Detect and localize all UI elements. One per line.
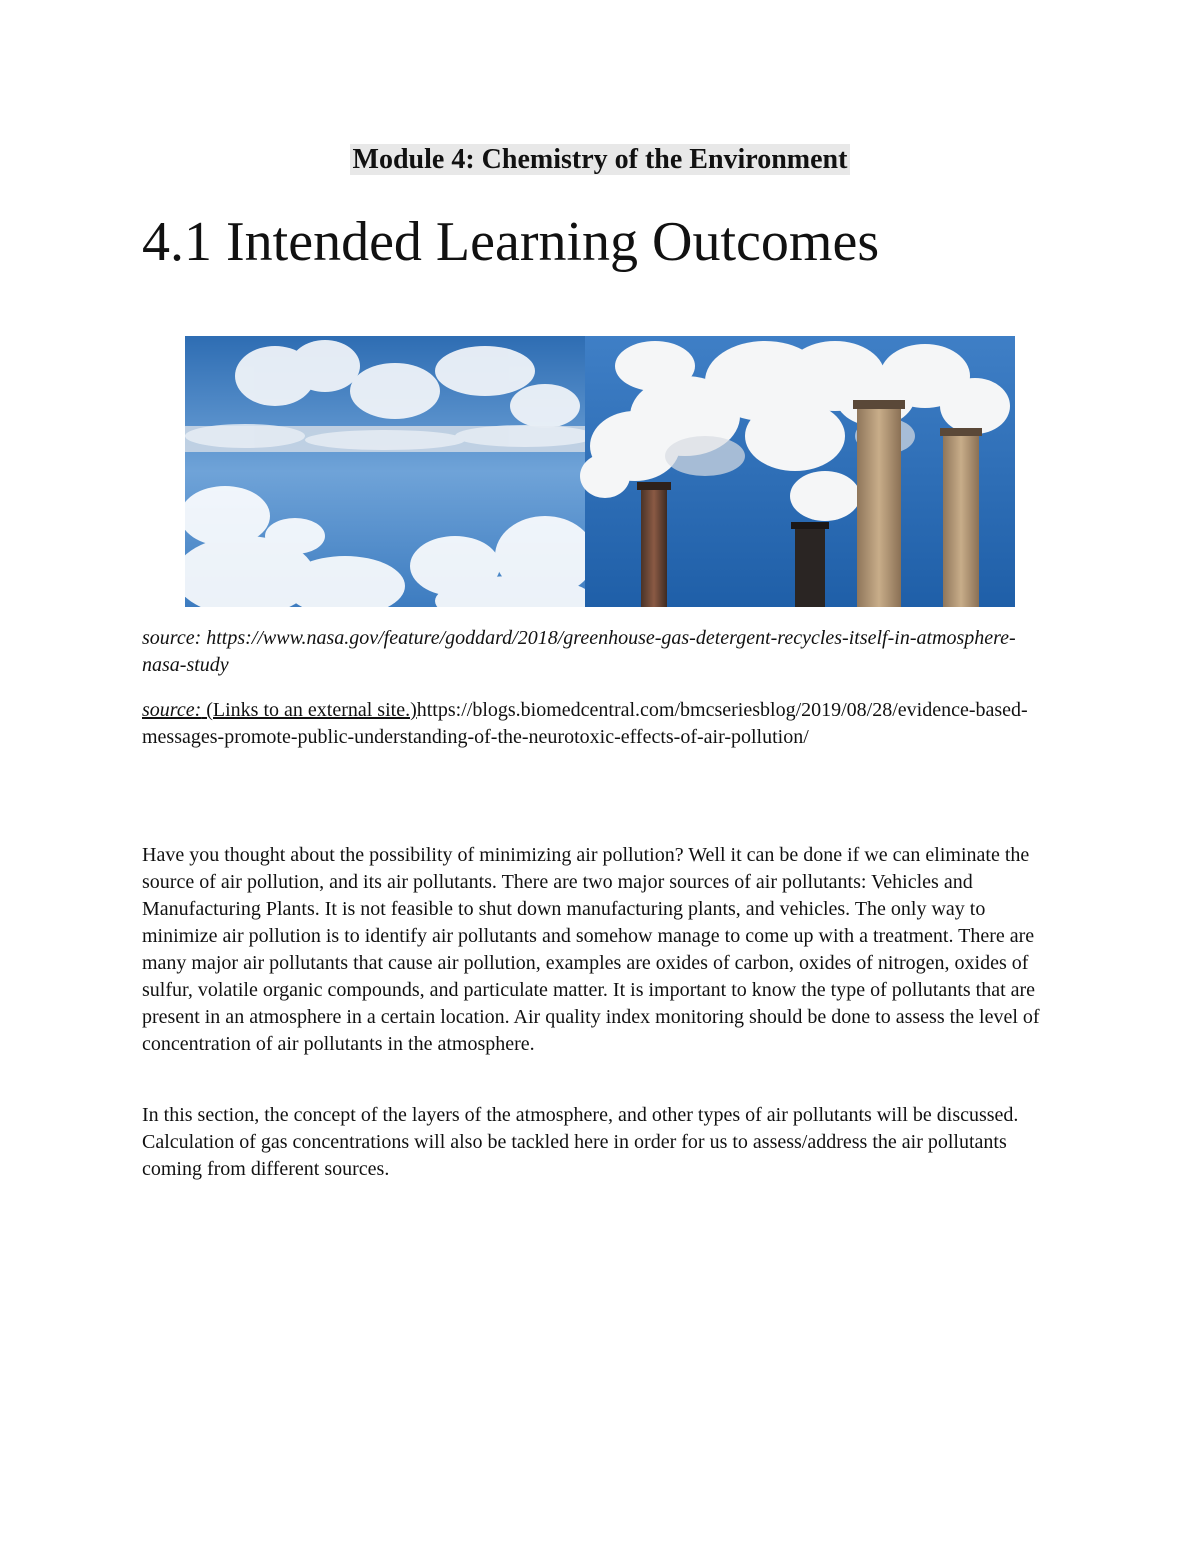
source-url[interactable]: https://blogs.biomedcentral.com/bmcseriesblog/2019/08/28/evidence-based-messages-promote-public-understanding-of-the-neurotoxic-effects-of-air-pollution/: [142, 699, 1028, 748]
clouds-sky-photo: [185, 336, 595, 607]
module-title: [0, 142, 1200, 178]
page-title: 4.1 Intended Learning Outcomes: [142, 211, 880, 273]
banner-image: [185, 336, 1015, 607]
intro-paragraph: Have you thought about the possibility of minimizing air pollution? Well it can be done if we can eliminate the source of air pollution, and its air pollutants. There are two major sources of air pollutants: Vehicles and Manufacturing Plants. It is not feasible to shut down manufacturing plants, and vehicles. The only way to minimize air pollution is to identify air pollutants and somehow manage to come up with a treatment. There are many major air pollutants that cause air pollution, examples are oxides of carbon, oxides of nitrogen, oxides of sulfur, volatile organic compounds, and particulate matter. It is important to know the type of pollutants that are present in an atmosphere in a certain location. Air quality index monitoring should be done to assess the level of concentration of air pollutants in the atmosphere.: [142, 844, 1040, 1055]
external-link-note[interactable]: (Links to an external site.): [201, 699, 417, 721]
source-label: source:: [142, 699, 202, 721]
module-title-text: Module 4: Chemistry of the Environment: [350, 144, 851, 175]
image-source-caption-2: [142, 697, 1058, 751]
smokestacks-photo: [580, 336, 1015, 607]
section-paragraph: In this section, the concept of the layers of the atmosphere, and other types of air pollutants will be discussed. Calculation of gas concentrations will also be tackled here in order for us to assess/address the air pollutants coming from different sources.: [142, 1104, 1019, 1180]
image-source-caption-1: source: https://www.nasa.gov/feature/goddard/2018/greenhouse-gas-detergent-recycles-itself-in-atmosphere-nasa-study: [142, 627, 1016, 676]
